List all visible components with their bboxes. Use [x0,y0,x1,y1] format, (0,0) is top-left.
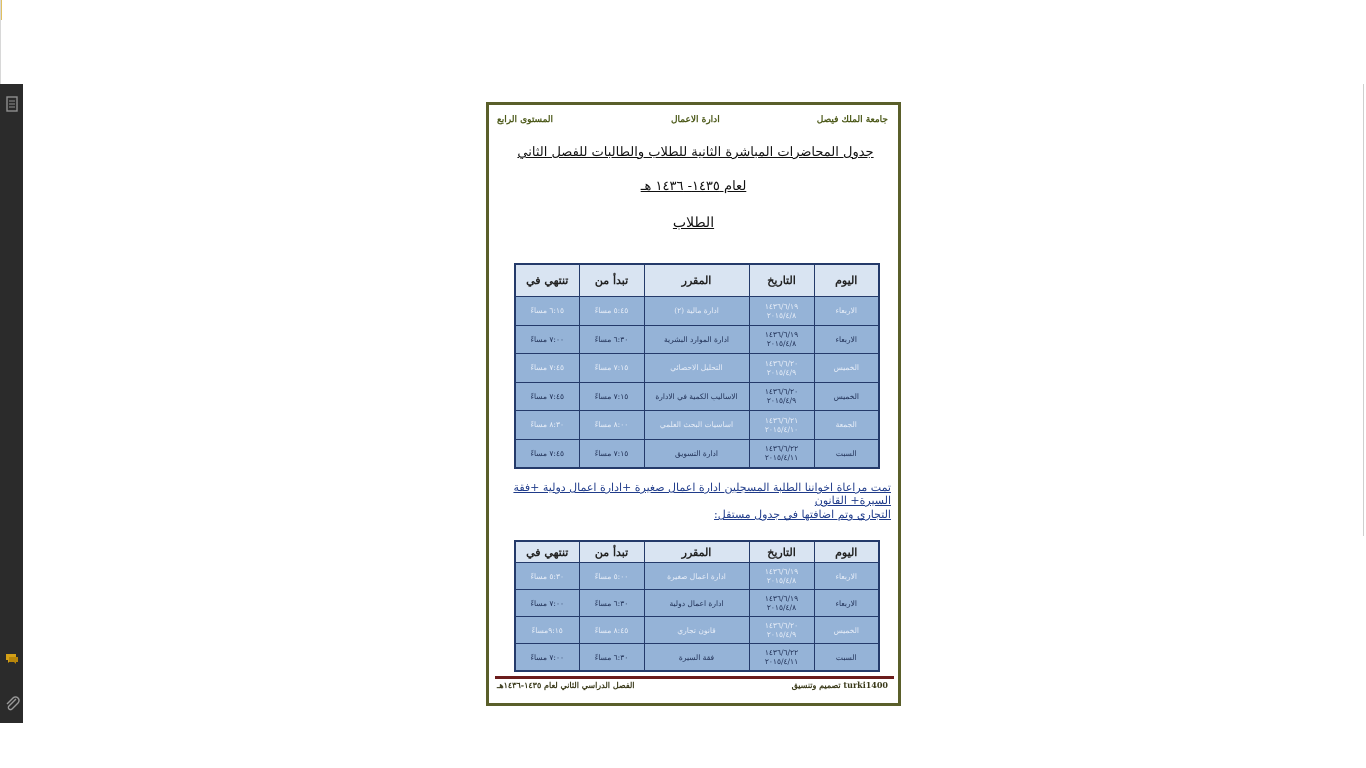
header-end: تنتهي في [515,264,579,297]
table-row [515,354,879,383]
gregorian-date: ٢٠١٥/٤/١١ [764,453,799,463]
gregorian-date: ٢٠١٥/٤/٨ [766,339,797,349]
header-date: التاريخ [749,541,814,563]
document-audience: الطلاب [672,215,715,231]
attachment-icon[interactable] [5,696,19,712]
day-cell: الخميس [814,617,879,644]
gregorian-date: ٢٠١٥/٤/٩ [766,367,797,377]
hijri-date: ١٤٣٦/٦/٢٠ [764,358,799,368]
start-time-cell: ٦:٣٠ مساءً [579,325,644,354]
date-cell [749,563,814,590]
date-cell [749,411,814,440]
start-time-cell: ٧:١٥ مساءً [579,354,644,383]
day-cell: الاربعاء [814,325,879,354]
start-time-cell: ٧:١٥ مساءً [579,382,644,411]
scrollbar-edge [1363,84,1364,536]
hijri-date: ١٤٣٦/٦/٢٠ [764,387,799,397]
viewer-sidebar [0,84,23,723]
course-cell: اساسيات البحث العلمي [644,411,749,440]
header-university: جامعة الملك فيصل [816,115,888,125]
course-cell: التحليل الاحصائي [644,354,749,383]
start-time-cell: ٨:٠٠ مساءً [579,411,644,440]
day-cell: الجمعة [814,411,879,440]
note-line-1: تمت مراعاة اخواننا الطلبة المسجلين ادارة اعمال صغيرة +ادارة اعمال دولية +فقة السيرة+ القانون [513,481,891,507]
header-level: المستوى الرابع [497,115,554,125]
footer-design-credit: تصميم وتنسيق turki1400 [791,680,888,690]
day-cell: الاربعاء [814,297,879,326]
hijri-date: ١٤٣٦/٦/٢٢ [764,648,799,657]
table-row [515,325,879,354]
course-cell: ادارة التسويق [644,439,749,468]
top-left-edge [0,0,1,84]
start-time-cell: ٦:٣٠ مساءً [579,644,644,672]
day-cell: السبت [814,644,879,672]
date-cell [749,297,814,326]
header-start: تبدأ من [579,264,644,297]
table-row [515,644,879,672]
gregorian-date: ٢٠١٥/٤/١٠ [764,424,799,434]
end-time-cell: ٧:٠٠ مساءً [515,644,579,672]
course-cell: قانون تجاري [644,617,749,644]
end-time-cell: ٧:٤٥ مساءً [515,439,579,468]
course-cell: ادارة اعمال دولية [644,590,749,617]
hijri-date: ١٤٣٦/٦/١٩ [764,301,799,311]
course-cell: فقة السيرة [644,644,749,672]
header-course: المقرر [644,264,749,297]
table-header-row [515,264,879,297]
day-cell: الاربعاء [814,563,879,590]
date-cell [749,354,814,383]
gregorian-date: ٢٠١٥/٤/٨ [766,603,797,612]
document-year: لعام ١٤٣٥- ١٤٣٦ هـ [640,179,747,194]
table-row [515,590,879,617]
header-day: اليوم [814,541,879,563]
viewer-top-area [0,0,1366,84]
course-cell: ادارة اعمال صغيرة [644,563,749,590]
hijri-date: ١٤٣٦/٦/١٩ [764,594,799,603]
document-page [486,102,901,706]
course-cell: ادارة الموارد البشرية [644,325,749,354]
comment-icon[interactable] [5,652,19,668]
schedule-table-additional [514,540,880,672]
table-row [515,382,879,411]
document-title: جدول المحاضرات المباشرة الثانية للطلاب والطالبات للفصل الثاني [517,145,874,160]
end-time-cell: ٦:١٥ مساءً [515,297,579,326]
hijri-date: ١٤٣٦/٦/٢٢ [764,444,799,454]
pages-icon[interactable] [5,96,19,112]
start-time-cell: ٨:٤٥ مساءً [579,617,644,644]
gregorian-date: ٢٠١٥/٤/٨ [766,310,797,320]
course-cell: ادارة مالية (٢) [644,297,749,326]
header-day: اليوم [814,264,879,297]
start-time-cell: ٥:٠٠ مساءً [579,563,644,590]
end-time-cell: ٧:٠٠ مساءً [515,590,579,617]
start-time-cell: ٥:٤٥ مساءً [579,297,644,326]
date-cell [749,439,814,468]
end-time-cell: ٨:٣٠ مساءً [515,411,579,440]
date-cell [749,644,814,672]
day-cell: الاربعاء [814,590,879,617]
end-time-cell: ٩:١٥مساءً [515,617,579,644]
header-start: تبدأ من [579,541,644,563]
gregorian-date: ٢٠١٥/٤/٨ [766,576,797,585]
end-time-cell: ٧:٠٠ مساءً [515,325,579,354]
date-cell [749,382,814,411]
header-course: المقرر [644,541,749,563]
note-line-2: التجاري وتم اضافتها في جدول مستقل: [714,508,891,521]
table-row [515,617,879,644]
header-end: تنتهي في [515,541,579,563]
table-row [515,297,879,326]
table-header-row [515,541,879,563]
start-time-cell: ٦:٣٠ مساءً [579,590,644,617]
footer-semester: الفصل الدراسي الثاني لعام ١٤٣٥-١٤٣٦هـ [497,680,635,690]
day-cell: الخميس [814,354,879,383]
hijri-date: ١٤٣٦/٦/٢١ [764,415,799,425]
end-time-cell: ٥:٣٠ مساءً [515,563,579,590]
course-cell: الاساليب الكمية في الادارة [644,382,749,411]
gregorian-date: ٢٠١٥/٤/٩ [766,396,797,406]
table-row [515,439,879,468]
schedule-table-main [514,263,880,469]
header-date: التاريخ [749,264,814,297]
gregorian-date: ٢٠١٥/٤/٩ [766,630,797,639]
day-cell: الخميس [814,382,879,411]
table-row [515,563,879,590]
day-cell: السبت [814,439,879,468]
start-time-cell: ٧:١٥ مساءً [579,439,644,468]
date-cell [749,617,814,644]
end-time-cell: ٧:٤٥ مساءً [515,354,579,383]
hijri-date: ١٤٣٦/٦/١٩ [764,567,799,576]
date-cell [749,325,814,354]
end-time-cell: ٧:٤٥ مساءً [515,382,579,411]
header-department: ادارة الاعمال [671,115,720,125]
table-row [515,411,879,440]
hijri-date: ١٤٣٦/٦/١٩ [764,330,799,340]
date-cell [749,590,814,617]
footer-rule [495,676,894,679]
gregorian-date: ٢٠١٥/٤/١١ [764,657,799,666]
hijri-date: ١٤٣٦/٦/٢٠ [764,621,799,630]
